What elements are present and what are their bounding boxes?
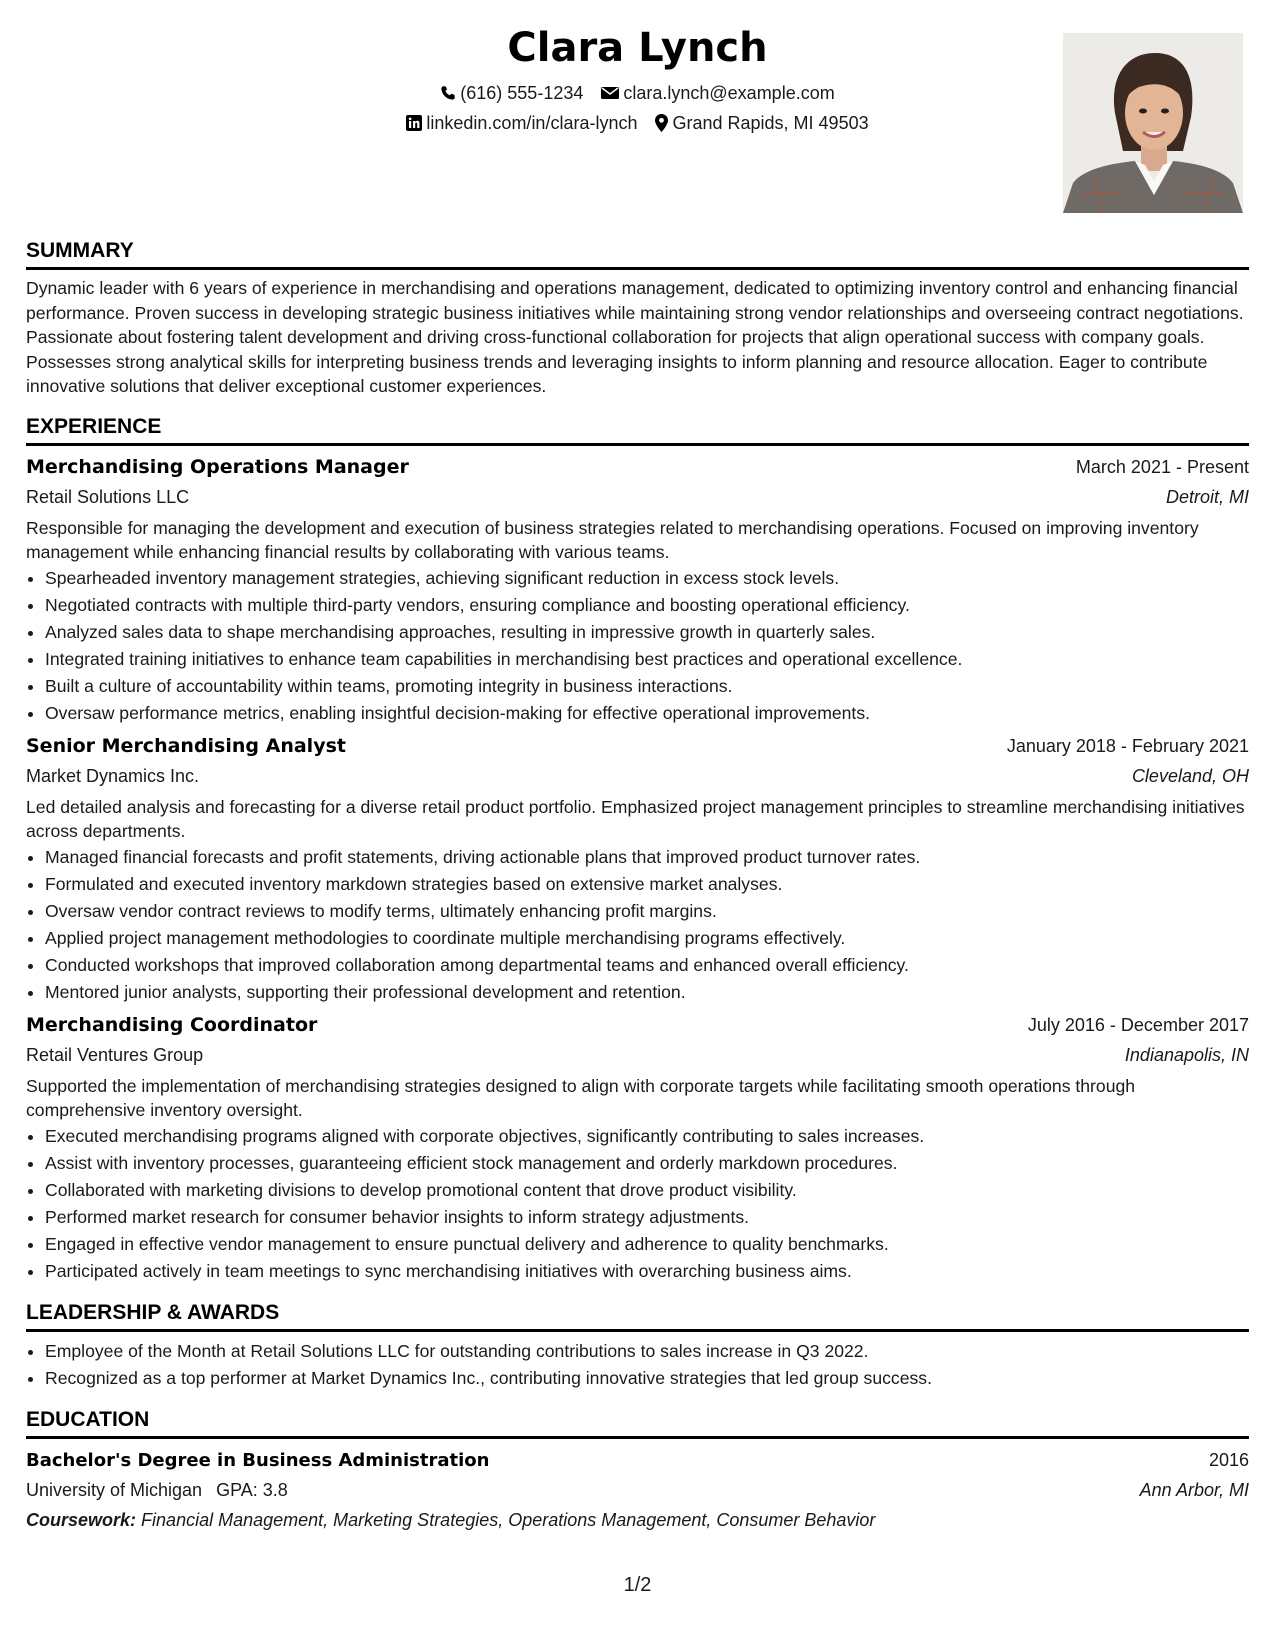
school-name: University of Michigan (26, 1479, 203, 1500)
bullet-item: • Assist with inventory processes, guaranteeing efficient stock management and orderly markdown procedures. (45, 1150, 1249, 1177)
phone-icon (440, 85, 456, 101)
summary-text: Dynamic leader with 6 years of experience in merchandising and operations management, dedicated to optimizing inventory control and enhancing financial performance. Proven success in developing strategic business initiatives while maintaining strong vendor relationships and overseeing contract negotiations. Passionate about fostering talent development and driving cross-functional collaboration for projects that align operational success with company goals. Possesses strong analytical skills for interpreting business trends and leveraging insights to inform planning and resource allocation. Eager to contribute innovative solutions that deliver exceptional customer experiences. (26, 278, 1244, 396)
gpa: GPA: 3.8 (216, 1479, 288, 1500)
job-location: Detroit, MI (1165, 486, 1249, 507)
job-company-row (26, 1040, 1249, 1070)
awards-section (26, 1299, 1249, 1392)
bullet-item: • Analyzed sales data to shape merchandising approaches, resulting in impressive growth in quarterly sales. (45, 619, 1249, 646)
email-contact[interactable] (601, 78, 834, 108)
bullet-item: • Applied project management methodologies to coordinate multiple merchandising programs effectively. (45, 925, 1249, 952)
experience-section (26, 413, 1249, 1285)
resume-content (26, 223, 1249, 1535)
job-header-row (26, 1010, 1249, 1040)
bullet-item: • Oversaw vendor contract reviews to modify terms, ultimately enhancing profit margins. (45, 898, 1249, 925)
bullet-item: • Mentored junior analysts, supporting their professional development and retention. (45, 979, 1249, 1006)
job-dates: March 2021 - Present (1075, 456, 1249, 477)
graduation-year: 2016 (1208, 1449, 1249, 1470)
job-header-row (26, 731, 1249, 761)
map-pin-icon (655, 114, 668, 132)
job-description: Supported the implementation of merchandising strategies designed to align with corporate targets while facilitating smooth operations through comprehensive inventory oversight. (26, 1075, 1136, 1120)
job-dates: July 2016 - December 2017 (1027, 1014, 1249, 1035)
job-entry (26, 1010, 1249, 1285)
home-location: Grand Rapids, MI 49503 (672, 113, 869, 133)
job-title: Senior Merchandising Analyst (26, 734, 346, 757)
bullet-item: • Participated actively in team meetings to sync merchandising initiatives with overarching business aims. (45, 1258, 1249, 1285)
school-info (26, 1475, 288, 1505)
coursework-list: Financial Management, Marketing Strategies, Operations Management, Consumer Behavior (141, 1509, 876, 1530)
job-location: Cleveland, OH (1131, 765, 1249, 786)
linkedin-contact[interactable] (406, 108, 637, 138)
job-title: Merchandising Coordinator (26, 1013, 318, 1036)
phone-contact (440, 78, 583, 108)
section-divider (26, 1436, 1249, 1439)
bullet-item: • Executed merchandising programs aligned with corporate objectives, significantly contributing to sales increases. (45, 1123, 1249, 1150)
job-location: Indianapolis, IN (1124, 1044, 1249, 1065)
bullet-item: • Spearheaded inventory management strategies, achieving significant reduction in excess stock levels. (45, 565, 1249, 592)
job-dates: January 2018 - February 2021 (1006, 735, 1249, 756)
bullet-item: • Oversaw performance metrics, enabling insightful decision-making for effective operational improvements. (45, 700, 1249, 727)
bullet-item: • Negotiated contracts with multiple third-party vendors, ensuring compliance and boosting operational efficiency. (45, 592, 1249, 619)
education-section (26, 1406, 1249, 1535)
degree-row (26, 1445, 1249, 1475)
coursework-line (26, 1505, 1249, 1535)
job-entry (26, 452, 1249, 727)
job-description: Led detailed analysis and forecasting for a diverse retail product portfolio. Emphasized project management principles to streamline merchandising initiatives across departments. (26, 796, 1245, 841)
job-header-row (26, 452, 1249, 482)
bullet-item: • Conducted workshops that improved collaboration among departmental teams and enhanced overall efficiency. (45, 952, 1249, 979)
job-bullets (26, 844, 1249, 1006)
bullet-item: • Performed market research for consumer behavior insights to inform strategy adjustments. (45, 1204, 1249, 1231)
location-contact (655, 108, 868, 138)
awards-heading: LEADERSHIP & AWARDS (26, 1300, 280, 1324)
bullet-item: • Engaged in effective vendor management to ensure punctual delivery and adherence to quality benchmarks. (45, 1231, 1249, 1258)
page-number: 1/2 (623, 1574, 652, 1596)
job-company-row (26, 482, 1249, 512)
education-heading: EDUCATION (26, 1407, 150, 1431)
award-item: • Recognized as a top performer at Market Dynamics Inc., contributing innovative strategies that led group success. (45, 1365, 1249, 1392)
job-description: Responsible for managing the development and execution of business strategies related to merchandising operations. Focused on improving inventory management while enhancing financial results by collaborating with various teams. (26, 517, 1199, 562)
envelope-icon (601, 86, 619, 100)
summary-section (26, 237, 1249, 399)
bullet-item: • Integrated training initiatives to enhance team capabilities in merchandising best practices and operational excellence. (45, 646, 1249, 673)
profile-photo (1063, 33, 1243, 213)
phone-number: (616) 555-1234 (460, 83, 584, 103)
email-address[interactable]: clara.lynch@example.com (623, 83, 835, 103)
experience-heading: EXPERIENCE (26, 414, 162, 438)
linkedin-icon (406, 115, 422, 131)
job-bullets (26, 1123, 1249, 1285)
bullet-item: • Managed financial forecasts and profit statements, driving actionable plans that improved product turnover rates. (45, 844, 1249, 871)
bullet-item: • Formulated and executed inventory markdown strategies based on extensive market analyses. (45, 871, 1249, 898)
job-bullets (26, 565, 1249, 727)
section-divider (26, 267, 1249, 270)
linkedin-url[interactable]: linkedin.com/in/clara-lynch (426, 113, 638, 133)
company-name: Retail Ventures Group (26, 1044, 204, 1065)
bullet-item: • Built a culture of accountability within teams, promoting integrity in business interactions. (45, 673, 1249, 700)
coursework-label: Coursework: (26, 1509, 137, 1530)
company-name: Market Dynamics Inc. (26, 765, 200, 786)
job-entry (26, 731, 1249, 1006)
awards-list (26, 1338, 1249, 1392)
section-divider (26, 1329, 1249, 1332)
candidate-name: Clara Lynch (507, 25, 768, 71)
job-title: Merchandising Operations Manager (26, 455, 409, 478)
summary-heading: SUMMARY (26, 239, 134, 262)
section-divider (26, 443, 1249, 446)
job-company-row (26, 761, 1249, 791)
award-item: • Employee of the Month at Retail Solutions LLC for outstanding contributions to sales increase in Q3 2022. (45, 1338, 1249, 1365)
bullet-item: • Collaborated with marketing divisions to develop promotional content that drove product visibility. (45, 1177, 1249, 1204)
school-location: Ann Arbor, MI (1139, 1479, 1249, 1500)
school-row (26, 1475, 1249, 1505)
company-name: Retail Solutions LLC (26, 486, 190, 507)
degree-title: Bachelor's Degree in Business Administration (26, 1449, 490, 1471)
